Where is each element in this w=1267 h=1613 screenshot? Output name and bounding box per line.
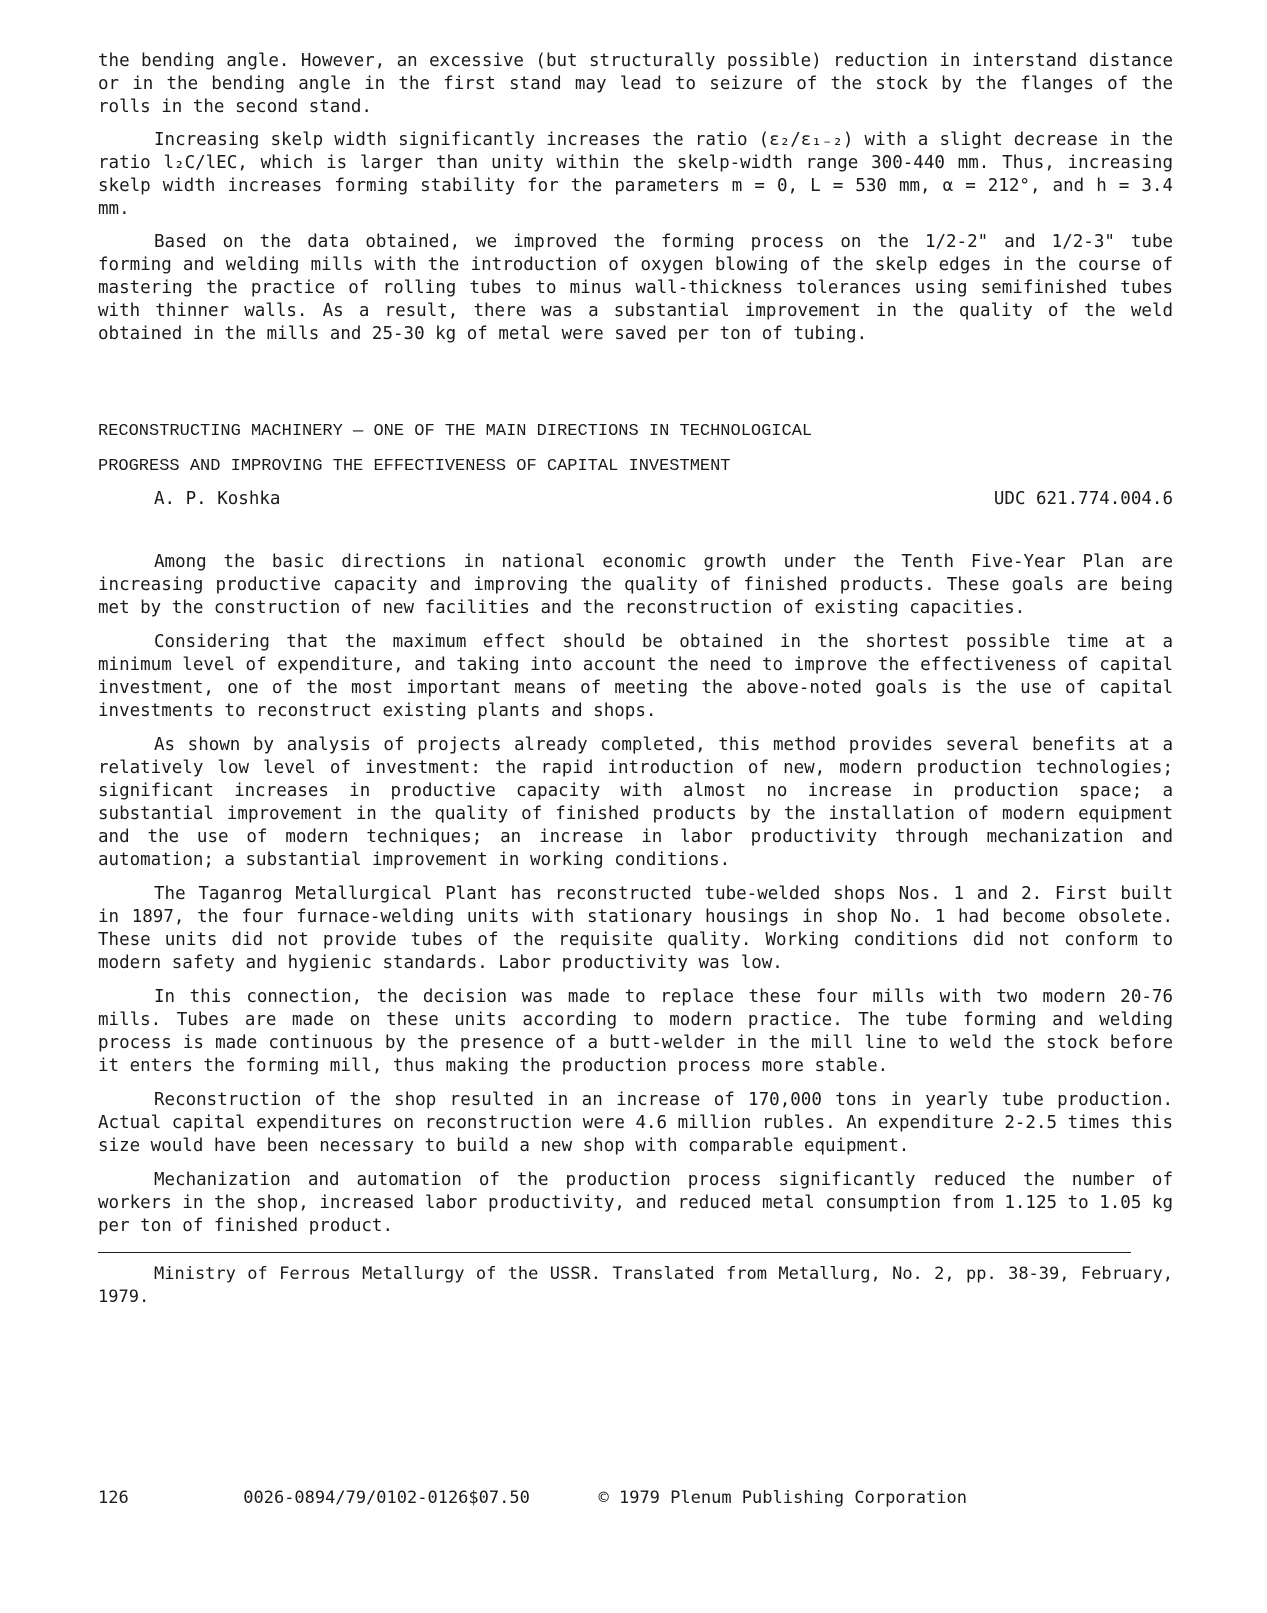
footnote-divider [98,1252,1131,1253]
author: A. P. Koshka [154,489,281,509]
page-body [98,50,1173,1309]
continued-paragraph-1: the bending angle. However, an excessive (but structurally possible) reduction in interstand distance or in the bending angle in the first stand may lead to seizure of the stock by the flanges of the rolls in the second stand. [98,51,1173,117]
article-paragraph: Mechanization and automation of the production process significantly reduced the number of workers in the shop, increased labor productivity, and reduced metal consumption from 1.125 to 1.05 kg per ton of finished product. [98,1170,1173,1236]
article-paragraph: In this connection, the decision was made to replace these four mills with two modern 20-76 mills. Tubes are made on these units according to modern practice. The tube forming and welding process is made continuous by the presence of a butt-welder in the mill line to weld the stock before it enters the forming mill, thus making the production process more stable. [98,987,1173,1076]
article-paragraph: Reconstruction of the shop resulted in an increase of 170,000 tons in yearly tube production. Actual capital expenditures on reconstruction were 4.6 million rubles. An expenditure 2-2.5 times this size would have been necessary to build a new shop with comparable equipment. [98,1090,1173,1156]
article-paragraph: Considering that the maximum effect should be obtained in the shortest possible time at a minimum level of expenditure, and taking into account the need to improve the effectiveness of capital investment, one of the most important means of meeting the above-noted goals is the use of capital investments to reconstruct existing plants and shops. [98,632,1173,721]
page-number: 126 [98,1488,129,1508]
article-paragraph: As shown by analysis of projects already completed, this method provides several benefits at a relatively low level of investment: the rapid introduction of new, modern production technologies; significant increases in productive capacity with almost no increase in production space; a substantial improvement in the quality of finished products by the installation of modern equipment and the use of modern techniques; an increase in labor productivity through mechanization and automation; a substantial improvement in working conditions. [98,735,1173,870]
byline [98,488,1173,511]
udc-code: UDC 621.774.004.6 [993,489,1173,509]
article-title-line-2: PROGRESS AND IMPROVING THE EFFECTIVENESS OF CAPITAL INVESTMENT [98,457,731,476]
article-title-line-1: RECONSTRUCTING MACHINERY — ONE OF THE MAIN DIRECTIONS IN TECHNOLOGICAL [98,422,813,441]
article-paragraph: The Taganrog Metallurgical Plant has reconstructed tube-welded shops Nos. 1 and 2. First built in 1897, the four furnace-welding units with stationary housings in shop No. 1 had become obsolete. These units did not provide tubes of the requisite quality. Working conditions did not conform to modern safety and hygienic standards. Labor productivity was low. [98,884,1173,973]
copyright: © 1979 Plenum Publishing Corporation [598,1488,967,1508]
article-paragraph: Among the basic directions in national economic growth under the Tenth Five-Year Plan are increasing productive capacity and improving the quality of finished products. These goals are being met by the construction of new facilities and the reconstruction of existing capacities. [98,552,1173,618]
article-title [98,414,1173,484]
footnote: Ministry of Ferrous Metallurgy of the USSR. Translated from Metallurg, No. 2, pp. 38-39, February, 1979. [98,1264,1173,1307]
continued-paragraph-3: Based on the data obtained, we improved the forming process on the 1/2-2" and 1/2-3" tube forming and welding mills with the introduction of oxygen blowing of the skelp edges in the course of mastering the practice of rolling tubes to minus wall-thickness tolerances using semifinished tubes with thinner walls. As a result, there was a substantial improvement in the quality of the weld obtained in the mills and 25-30 kg of metal were saved per ton of tubing. [98,232,1173,344]
article-code: 0026-0894/79/0102-0126$07.50 [243,1488,530,1508]
page-footer [98,1487,967,1510]
continued-paragraph-2: Increasing skelp width significantly increases the ratio (ε₂/ε₁₋₂) with a slight decrease in the ratio l₂C/lEC, which is larger than unity within the skelp-width range 300-440 mm. Thus, increasing skelp width increases forming stability for the parameters m = 0, L = 530 mm, α = 212°, and h = 3.4 mm. [98,130,1173,219]
